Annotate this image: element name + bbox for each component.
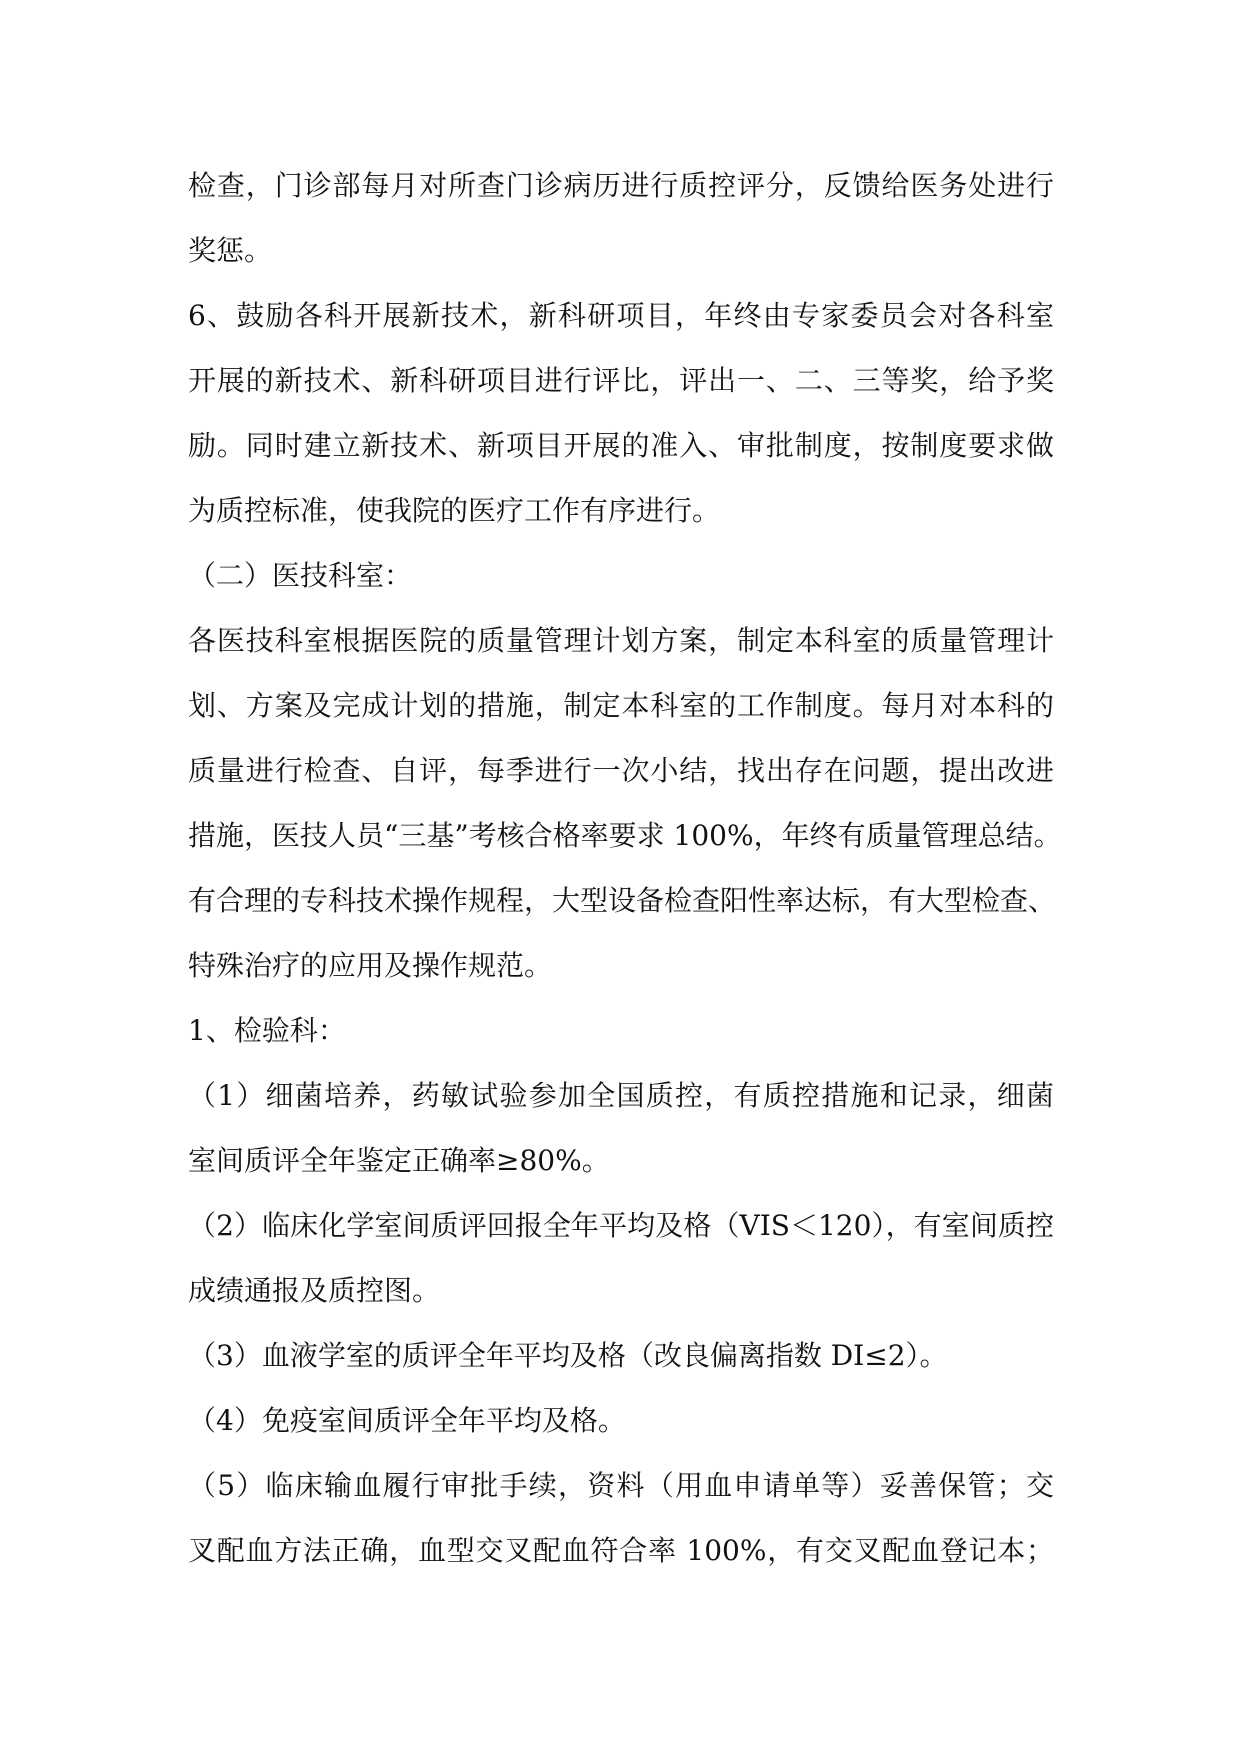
text-line: 6、鼓励各科开展新技术，新科研项目，年终由专家委员会对各科室	[188, 299, 1054, 332]
subsection-heading: 1、检验科：	[188, 1014, 346, 1047]
text-line: 特殊治疗的应用及操作规范。	[188, 949, 553, 982]
text-line: 室间质评全年鉴定正确率≥80%。	[188, 1144, 610, 1177]
text-line: （4）免疫室间质评全年平均及格。	[188, 1404, 626, 1437]
text-line: 叉配血方法正确，血型交叉配血符合率 100%，有交叉配血登记本；	[188, 1534, 1054, 1567]
section-heading: （二）医技科室：	[188, 559, 413, 592]
text-line: 检查，门诊部每月对所查门诊病历进行质控评分，反馈给医务处进行	[188, 169, 1054, 202]
text-line: 为质控标准，使我院的医疗工作有序进行。	[188, 494, 721, 527]
text-line: 各医技科室根据医院的质量管理计划方案，制定本科室的质量管理计	[188, 624, 1054, 657]
text-line: （3）血液学室的质评全年平均及格（改良偏离指数 DI≤2）。	[188, 1339, 948, 1372]
text-line: 质量进行检查、自评，每季进行一次小结，找出存在问题，提出改进	[188, 754, 1054, 787]
text-line: （1）细菌培养，药敏试验参加全国质控，有质控措施和记录，细菌	[188, 1079, 1054, 1112]
text-line: 励。同时建立新技术、新项目开展的准入、审批制度，按制度要求做	[188, 429, 1054, 462]
text-line: 有合理的专科技术操作规程，大型设备检查阳性率达标，有大型检查、	[188, 884, 1057, 917]
text-line: （5）临床输血履行审批手续，资料（用血申请单等）妥善保管；交	[188, 1469, 1054, 1502]
text-line: 划、方案及完成计划的措施，制定本科室的工作制度。每月对本科的	[188, 689, 1054, 722]
text-line: 奖惩。	[188, 234, 273, 267]
text-line: 成绩通报及质控图。	[188, 1274, 441, 1307]
text-line: （2）临床化学室间质评回报全年平均及格（VIS＜120），有室间质控	[188, 1209, 1054, 1242]
text-line: 措施，医技人员“三基”考核合格率要求 100%，年终有质量管理总结。	[188, 819, 1062, 852]
text-line: 开展的新技术、新科研项目进行评比，评出一、二、三等奖，给予奖	[188, 364, 1054, 397]
